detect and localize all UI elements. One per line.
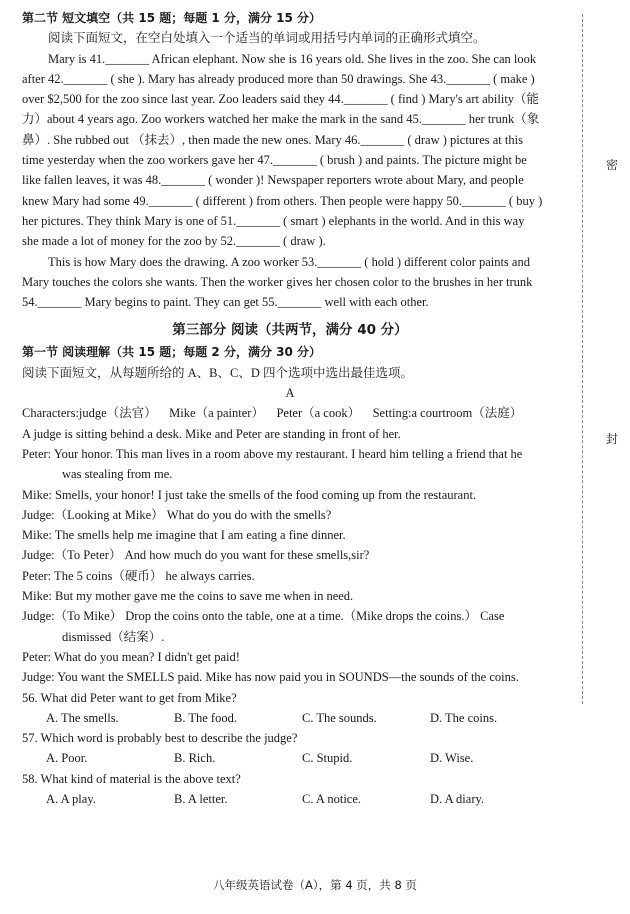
option-row [22,708,558,728]
part3-title: 第三部分 阅读（共两节，满分 40 分） [172,322,408,339]
option-b: B. A letter. [174,791,228,806]
cloze-line: like fallen leaves, it was 48._______ ( wonder )! Newspaper reporters wrote about Mary, and people [22,173,524,188]
passage-label: A [285,386,295,401]
dialogue-line: Judge:（To Mike） Drop the coins onto the table, one at a time.（Mike drops the coins.） Case [22,609,505,624]
section1-instructions: 阅读下面短文，从每题所给的 A、B、C、D 四个选项中选出最佳选项。 [22,365,413,380]
cloze-line: 54._______ Mary begins to paint. They can get 55._______ well with each other. [22,295,429,310]
option-row [22,789,558,809]
option-a: A. A play. [46,791,96,806]
cloze-passage [22,49,558,313]
cloze-line: she made a lot of money for the zoo by 52._______ ( draw ). [22,234,326,249]
cloze-line: over $2,500 for the zoo since last year. Zoo leaders said they 44._______ ( find ) Mary's art ability（能 [22,92,540,107]
section2-instructions: 阅读下面短文，在空白处填入一个适当的单词或用括号内单词的正确形式填空。 [48,31,486,46]
option-d: D. The coins. [430,710,498,725]
question-stem: 57. Which word is probably best to describe the judge? [22,731,298,746]
cloze-line: time yesterday when the zoo workers gave her 47._______ ( brush ) and paints. The picture might be [22,153,527,168]
dialogue-line: Judge:（Looking at Mike） What do you do with the smells? [22,507,332,522]
option-d: D. Wise. [430,751,474,766]
cloze-line: after 42._______ ( she ). Mary has already produced more than 50 drawings. She 43._______ ( make ) [22,71,535,86]
question-57 [22,728,558,769]
question-stem: 58. What kind of material is the above text? [22,771,241,786]
option-d: D. A diary. [430,791,485,806]
option-b: B. Rich. [174,751,216,766]
option-a: A. Poor. [46,751,88,766]
option-a: A. The smells. [46,710,119,725]
dialogue-line: Mike: But my mother gave me the coins to save me when in need. [22,589,354,604]
cloze-line: This is how Mary does the drawing. A zoo worker 53._______ ( hold ) different color paints and [48,254,530,269]
cloze-line: Mary touches the colors she wants. Then the worker gives her chosen color to the brushes in her trunk [22,274,533,289]
cloze-line: her pictures. They think Mary is one of 51._______ ( smart ) elephants in the world. And in this way [22,213,525,228]
page-content [22,8,558,809]
section1-title: 第一节 阅读理解（共 15 题；每题 2 分，满分 30 分） [22,345,321,360]
dialogue-line: A judge is sitting behind a desk. Mike and Peter are standing in front of her. [22,426,401,441]
dialogue [22,424,558,688]
characters-line: Characters:judge（法官） Mike（a painter） Peter（a cook） Setting:a courtroom（法庭） [22,406,523,421]
dialogue-line: Judge:（To Peter） And how much do you want for these smells,sir? [22,548,370,563]
question-58 [22,769,558,810]
question-stem: 56. What did Peter want to get from Mike? [22,690,237,705]
dialogue-line: Mike: Smells, your honor! I just take the smells of the food coming up from the restaurant. [22,487,477,502]
binding-line [582,14,583,704]
cloze-line: knew Mary had some 49._______ ( different ) from others. Then people were happy 50._______ ( buy ) [22,193,543,208]
dialogue-line: Peter: What do you mean? I didn't get paid! [22,649,240,664]
option-c: C. A notice. [302,791,362,806]
dialogue-line: was stealing from me. [62,467,173,482]
question-56 [22,688,558,729]
dialogue-line: Peter: Your honor. This man lives in a room above my restaurant. I heard him telling a friend that he [22,446,523,461]
cloze-line: Mary is 41._______ African elephant. Now she is 16 years old. She lives in the zoo. She can look [48,51,537,66]
seal-mark-feng: 封 [606,432,619,446]
seal-mark-mi: 密 [606,158,619,172]
option-b: B. The food. [174,710,237,725]
option-c: C. The sounds. [302,710,377,725]
cloze-line: 力）about 4 years ago. Zoo workers watched her make the mark in the sand 45._______ her trunk（象 [22,112,540,127]
dialogue-line: Peter: The 5 coins（硬币） he always carries. [22,568,255,583]
page-footer: 八年级英语试卷（A），第 4 页，共 8 页 [213,878,417,892]
cloze-line: 鼻）. She rubbed out （抹去）, then made the new ones. Mary 46._______ ( draw ) pictures at this [22,132,523,147]
option-c: C. Stupid. [302,751,353,766]
dialogue-line: dismissed（结案）. [62,629,165,644]
section2-title: 第二节 短文填空（共 15 题；每题 1 分，满分 15 分） [22,11,321,25]
option-row [22,748,558,768]
dialogue-line: Mike: The smells help me imagine that I am eating a fine dinner. [22,528,346,543]
dialogue-line: Judge: You want the SMELLS paid. Mike has now paid you in SOUNDS—the sounds of the coins. [22,670,519,685]
